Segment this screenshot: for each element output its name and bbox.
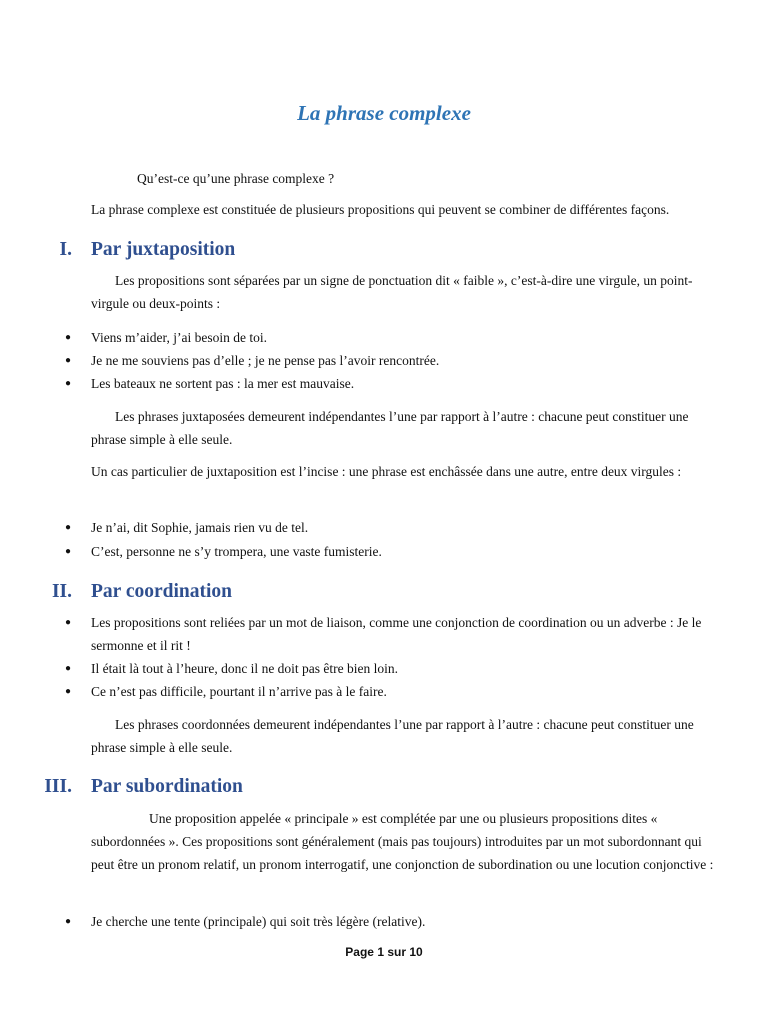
juxtaposition-paragraph-1: Les propositions sont séparées par un signe de ponctuation dit « faible », c’est-à-dire une virgule, un point-virgule ou deux-points : [91, 273, 693, 311]
bullet-icon: ● [64, 617, 72, 628]
intro-definition: La phrase complexe est constituée de plusieurs propositions qui peuvent se combiner de différentes façons. [91, 202, 670, 217]
list-item: Les bateaux ne sortent pas : la mer est mauvaise. [91, 376, 355, 391]
section-title: Par subordination [91, 776, 243, 797]
page-footer: Page 1 sur 10 [345, 945, 423, 959]
list-item: Viens m’aider, j’ai besoin de toi. [91, 330, 267, 345]
section-number: II. [51, 581, 72, 602]
bullet-icon: ● [64, 522, 72, 533]
section-title: Par coordination [91, 581, 233, 602]
section-title: Par juxtaposition [91, 239, 236, 260]
section-number: III. [44, 776, 72, 797]
bullet-icon: ● [64, 546, 72, 557]
bullet-icon: ● [64, 355, 72, 366]
list-item: Je ne me souviens pas d’elle ; je ne pense pas l’avoir rencontrée. [91, 353, 440, 368]
list-item: Je cherche une tente (principale) qui soit très légère (relative). [91, 914, 426, 929]
list-item: Je n’ai, dit Sophie, jamais rien vu de tel. [91, 520, 309, 535]
bullet-icon: ● [64, 663, 72, 674]
bullet-icon: ● [64, 916, 72, 927]
coordination-paragraph: Les phrases coordonnées demeurent indépendantes l’une par rapport à l’autre : chacune peut constituer une phrase simple à elle seule. [91, 717, 694, 755]
bullet-icon: ● [64, 332, 72, 343]
list-item: Il était là tout à l’heure, donc il ne doit pas être bien loin. [91, 661, 399, 676]
juxtaposition-paragraph-2: Les phrases juxtaposées demeurent indépendantes l’une par rapport à l’autre : chacune peut constituer une phrase simple à elle seule. [91, 409, 689, 447]
list-item: Les propositions sont reliées par un mot de liaison, comme une conjonction de coordination ou un adverbe : Je le sermonne et il rit ! [91, 615, 702, 653]
list-item: C’est, personne ne s’y trompera, une vaste fumisterie. [91, 544, 382, 559]
intro-question: Qu’est-ce qu’une phrase complexe ? [137, 171, 335, 186]
bullet-icon: ● [64, 378, 72, 389]
juxtaposition-paragraph-3: Un cas particulier de juxtaposition est l’incise : une phrase est enchâssée dans une autre, entre deux virgules : [91, 464, 682, 479]
list-item: Ce n’est pas difficile, pourtant il n’arrive pas à le faire. [91, 684, 387, 699]
bullet-icon: ● [64, 686, 72, 697]
section-number: I. [59, 239, 72, 260]
page-title: La phrase complexe [297, 101, 471, 125]
subordination-paragraph: Une proposition appelée « principale » est complétée par une ou plusieurs propositions dites « subordonnées ». Ces propositions sont généralement (mais pas toujours) introduites par un mot subordonnant qui peut être un pronom relatif, un pronom interrogatif, une conjonction de subordination ou une locution conjonctive : [91, 811, 714, 872]
